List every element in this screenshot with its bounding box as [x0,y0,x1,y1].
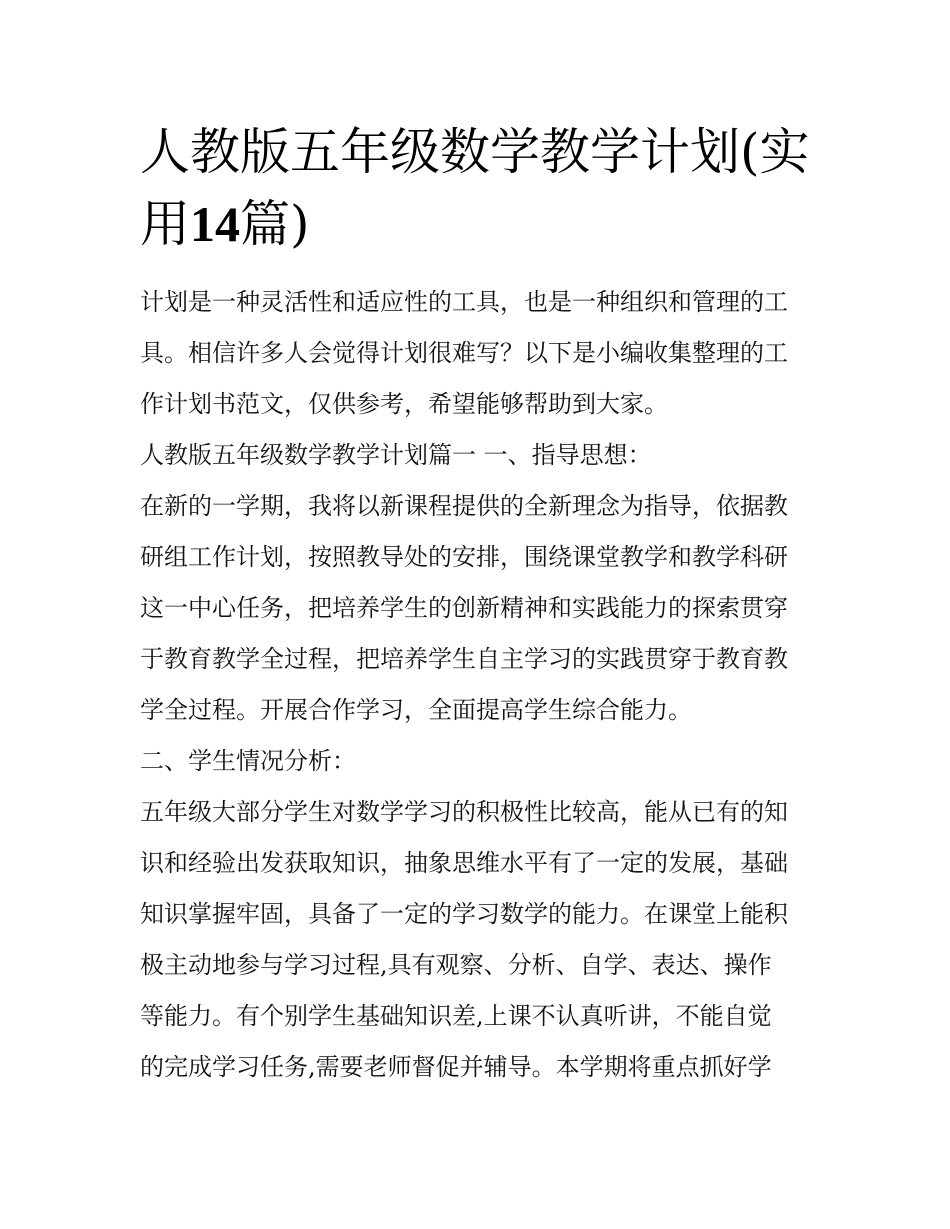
body-line: 五年级大部分学生对数学学习的积极性比较高，能从已有的知 [140,798,788,826]
body-line: 研组工作计划，按照教导处的安排，围绕课堂教学和教学科研 [140,543,788,571]
title-line-2-prefix: 用 [140,195,190,253]
section-heading: 二、学生情况分析： [140,747,356,775]
section-heading: 人教版五年级数学教学计划篇一 一、指导思想： [140,441,652,469]
body-line: 学全过程。开展合作学习，全面提高学生综合能力。 [140,696,692,724]
body-line: 计划是一种灵活性和适应性的工具，也是一种组织和管理的工 [140,288,788,316]
body-line: 识和经验出发获取知识，抽象思维水平有了一定的发展，基础 [140,849,788,877]
body-line: 的完成学习任务,需要老师督促并辅导。本学期将重点抓好学 [140,1053,772,1081]
title-line-1: 人教版五年级数学教学计划(实 [140,123,810,181]
document-title [140,116,820,260]
body-line: 作计划书范文，仅供参考，希望能够帮助到大家。 [140,390,668,418]
body-line: 知识掌握牢固，具备了一定的学习数学的能力。在课堂上能积 [140,900,788,928]
body-line: 在新的一学期，我将以新课程提供的全新理念为指导，依据教 [140,492,788,520]
body-line: 这一中心任务，把培养学生的创新精神和实践能力的探索贯穿 [140,594,788,622]
title-line-2-number: 14 [190,196,240,252]
body-line: 于教育教学全过程，把培养学生自主学习的实践贯穿于教育教 [140,645,788,673]
title-line-2-suffix: 篇) [240,195,310,253]
body-line: 等能力。有个别学生基础知识差,上课不认真听讲，不能自觉 [140,1002,772,1030]
body-line: 极主动地参与学习过程,具有观察、分析、自学、表达、操作 [140,951,772,979]
body-line: 具。相信许多人会觉得计划很难写？以下是小编收集整理的工 [140,339,788,367]
document-body [140,278,820,1094]
